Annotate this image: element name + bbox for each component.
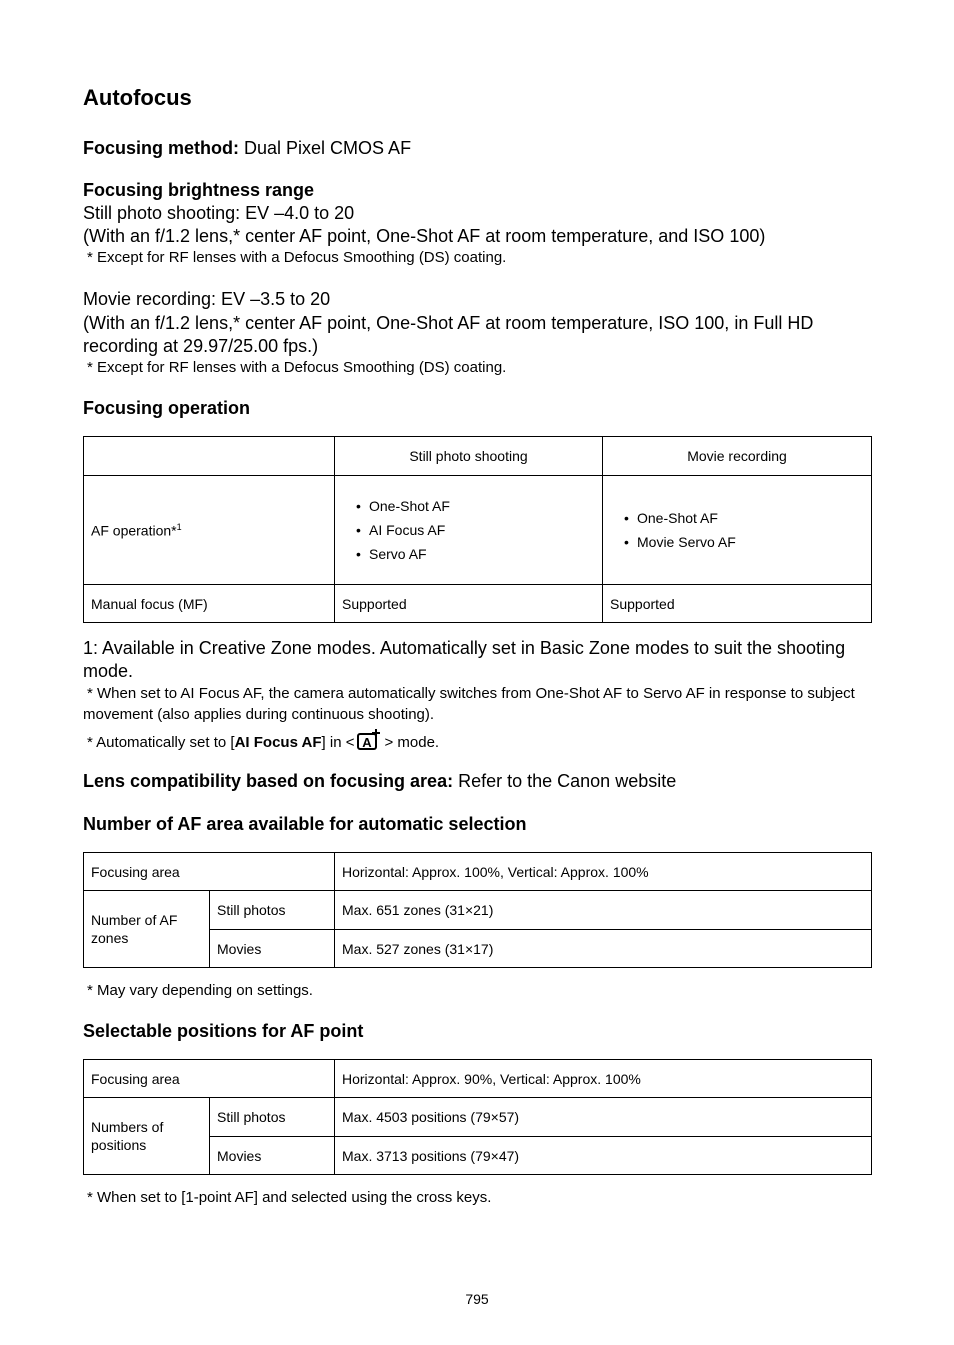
lens-value: Refer to the Canon website bbox=[458, 771, 677, 791]
scene-intelligent-auto-icon bbox=[356, 728, 382, 754]
note-ai-focus: * When set to AI Focus AF, the camera automatically switches from One-Shot AF to Servo AF in response to subject movement (also applies during continuous shooting). bbox=[83, 685, 855, 723]
footnote-1: 1: Available in Creative Zone modes. Automatically set in Basic Zone modes to suit the shooting mode. bbox=[83, 638, 846, 681]
af-area-table bbox=[83, 852, 872, 968]
af-operation-label: AF operation*$^1$ bbox=[84, 476, 335, 585]
brightness-still-note: * Except for RF lenses with a Defocus Smoothing (DS) coating. bbox=[87, 249, 507, 266]
af-area-heading: Number of AF area available for automatic selection bbox=[83, 814, 527, 834]
mf-label: Manual focus (MF) bbox=[84, 585, 335, 623]
af-operation-still bbox=[335, 476, 603, 585]
af-point-note: * When set to [1-point AF] and selected using the cross keys. bbox=[87, 1189, 492, 1206]
mf-movie: Supported bbox=[603, 585, 872, 623]
col-header-still: Still photo shooting bbox=[335, 437, 603, 476]
af-point-focusing-value: Horizontal: Approx. 90%, Vertical: Approx. 100% bbox=[335, 1060, 872, 1098]
list-item: • Movie Servo AF bbox=[624, 530, 864, 554]
lens-label: Lens compatibility based on focusing area: bbox=[83, 771, 454, 791]
brightness-heading: Focusing brightness range bbox=[83, 180, 315, 200]
focusing-method-value: Dual Pixel CMOS AF bbox=[244, 138, 412, 158]
brightness-still-condition: (With an f/1.2 lens,* center AF point, One-Shot AF at room temperature, and ISO 100) bbox=[83, 226, 766, 246]
col-header-movie: Movie recording bbox=[603, 437, 872, 476]
af-operation-movie bbox=[603, 476, 872, 585]
af-point-number-label: Numbers of positions bbox=[84, 1098, 210, 1175]
af-area-note: * May vary depending on settings. bbox=[87, 982, 313, 999]
af-point-table bbox=[83, 1059, 872, 1175]
af-area-focusing-value: Horizontal: Approx. 100%, Vertical: Approx. 100% bbox=[335, 853, 872, 891]
af-point-still-label: Still photos bbox=[210, 1098, 335, 1137]
list-item: • AI Focus AF bbox=[356, 518, 595, 542]
brightness-movie-note: * Except for RF lenses with a Defocus Smoothing (DS) coating. bbox=[87, 359, 507, 376]
af-point-movies-label: Movies bbox=[210, 1137, 335, 1175]
brightness-movie-line: Movie recording: EV –3.5 to 20 bbox=[83, 289, 331, 309]
list-item: • Servo AF bbox=[356, 542, 595, 566]
focusing-operation-table bbox=[83, 436, 872, 623]
af-area-still-label: Still photos bbox=[210, 891, 335, 930]
page-number: 795 bbox=[465, 1291, 489, 1307]
af-area-focusing-label: Focusing area bbox=[84, 853, 335, 891]
focusing-method-label: Focusing method: bbox=[83, 138, 239, 158]
af-point-still-value: Max. 4503 positions (79×57) bbox=[335, 1098, 872, 1137]
focusing-method bbox=[83, 138, 411, 159]
list-item: • One-Shot AF bbox=[624, 506, 864, 530]
af-area-still-value: Max. 651 zones (31×21) bbox=[335, 891, 872, 930]
list-item: • One-Shot AF bbox=[356, 494, 595, 518]
operation-heading: Focusing operation bbox=[83, 398, 251, 418]
af-point-movies-value: Max. 3713 positions (79×47) bbox=[335, 1137, 872, 1175]
af-point-heading: Selectable positions for AF point bbox=[83, 1021, 364, 1041]
table-header-empty bbox=[84, 437, 335, 476]
af-area-number-label: Number of AF zones bbox=[84, 891, 210, 968]
af-area-movies-value: Max. 527 zones (31×17) bbox=[335, 930, 872, 968]
af-point-focusing-label: Focusing area bbox=[84, 1060, 335, 1098]
af-area-movies-label: Movies bbox=[210, 930, 335, 968]
lens-compatibility bbox=[83, 771, 676, 792]
brightness-movie-condition: (With an f/1.2 lens,* center AF point, One-Shot AF at room temperature, ISO 100, in Full HD recording at 29.97/25.00 fps.) bbox=[83, 313, 814, 356]
mf-still: Supported bbox=[335, 585, 603, 623]
page-title: Autofocus bbox=[83, 85, 192, 110]
note-auto: * Automatically set to [AI Focus AF] in < A > mode. bbox=[87, 732, 439, 754]
svg-text:A: A bbox=[362, 735, 373, 750]
brightness-still-line: Still photo shooting: EV –4.0 to 20 bbox=[83, 203, 355, 223]
